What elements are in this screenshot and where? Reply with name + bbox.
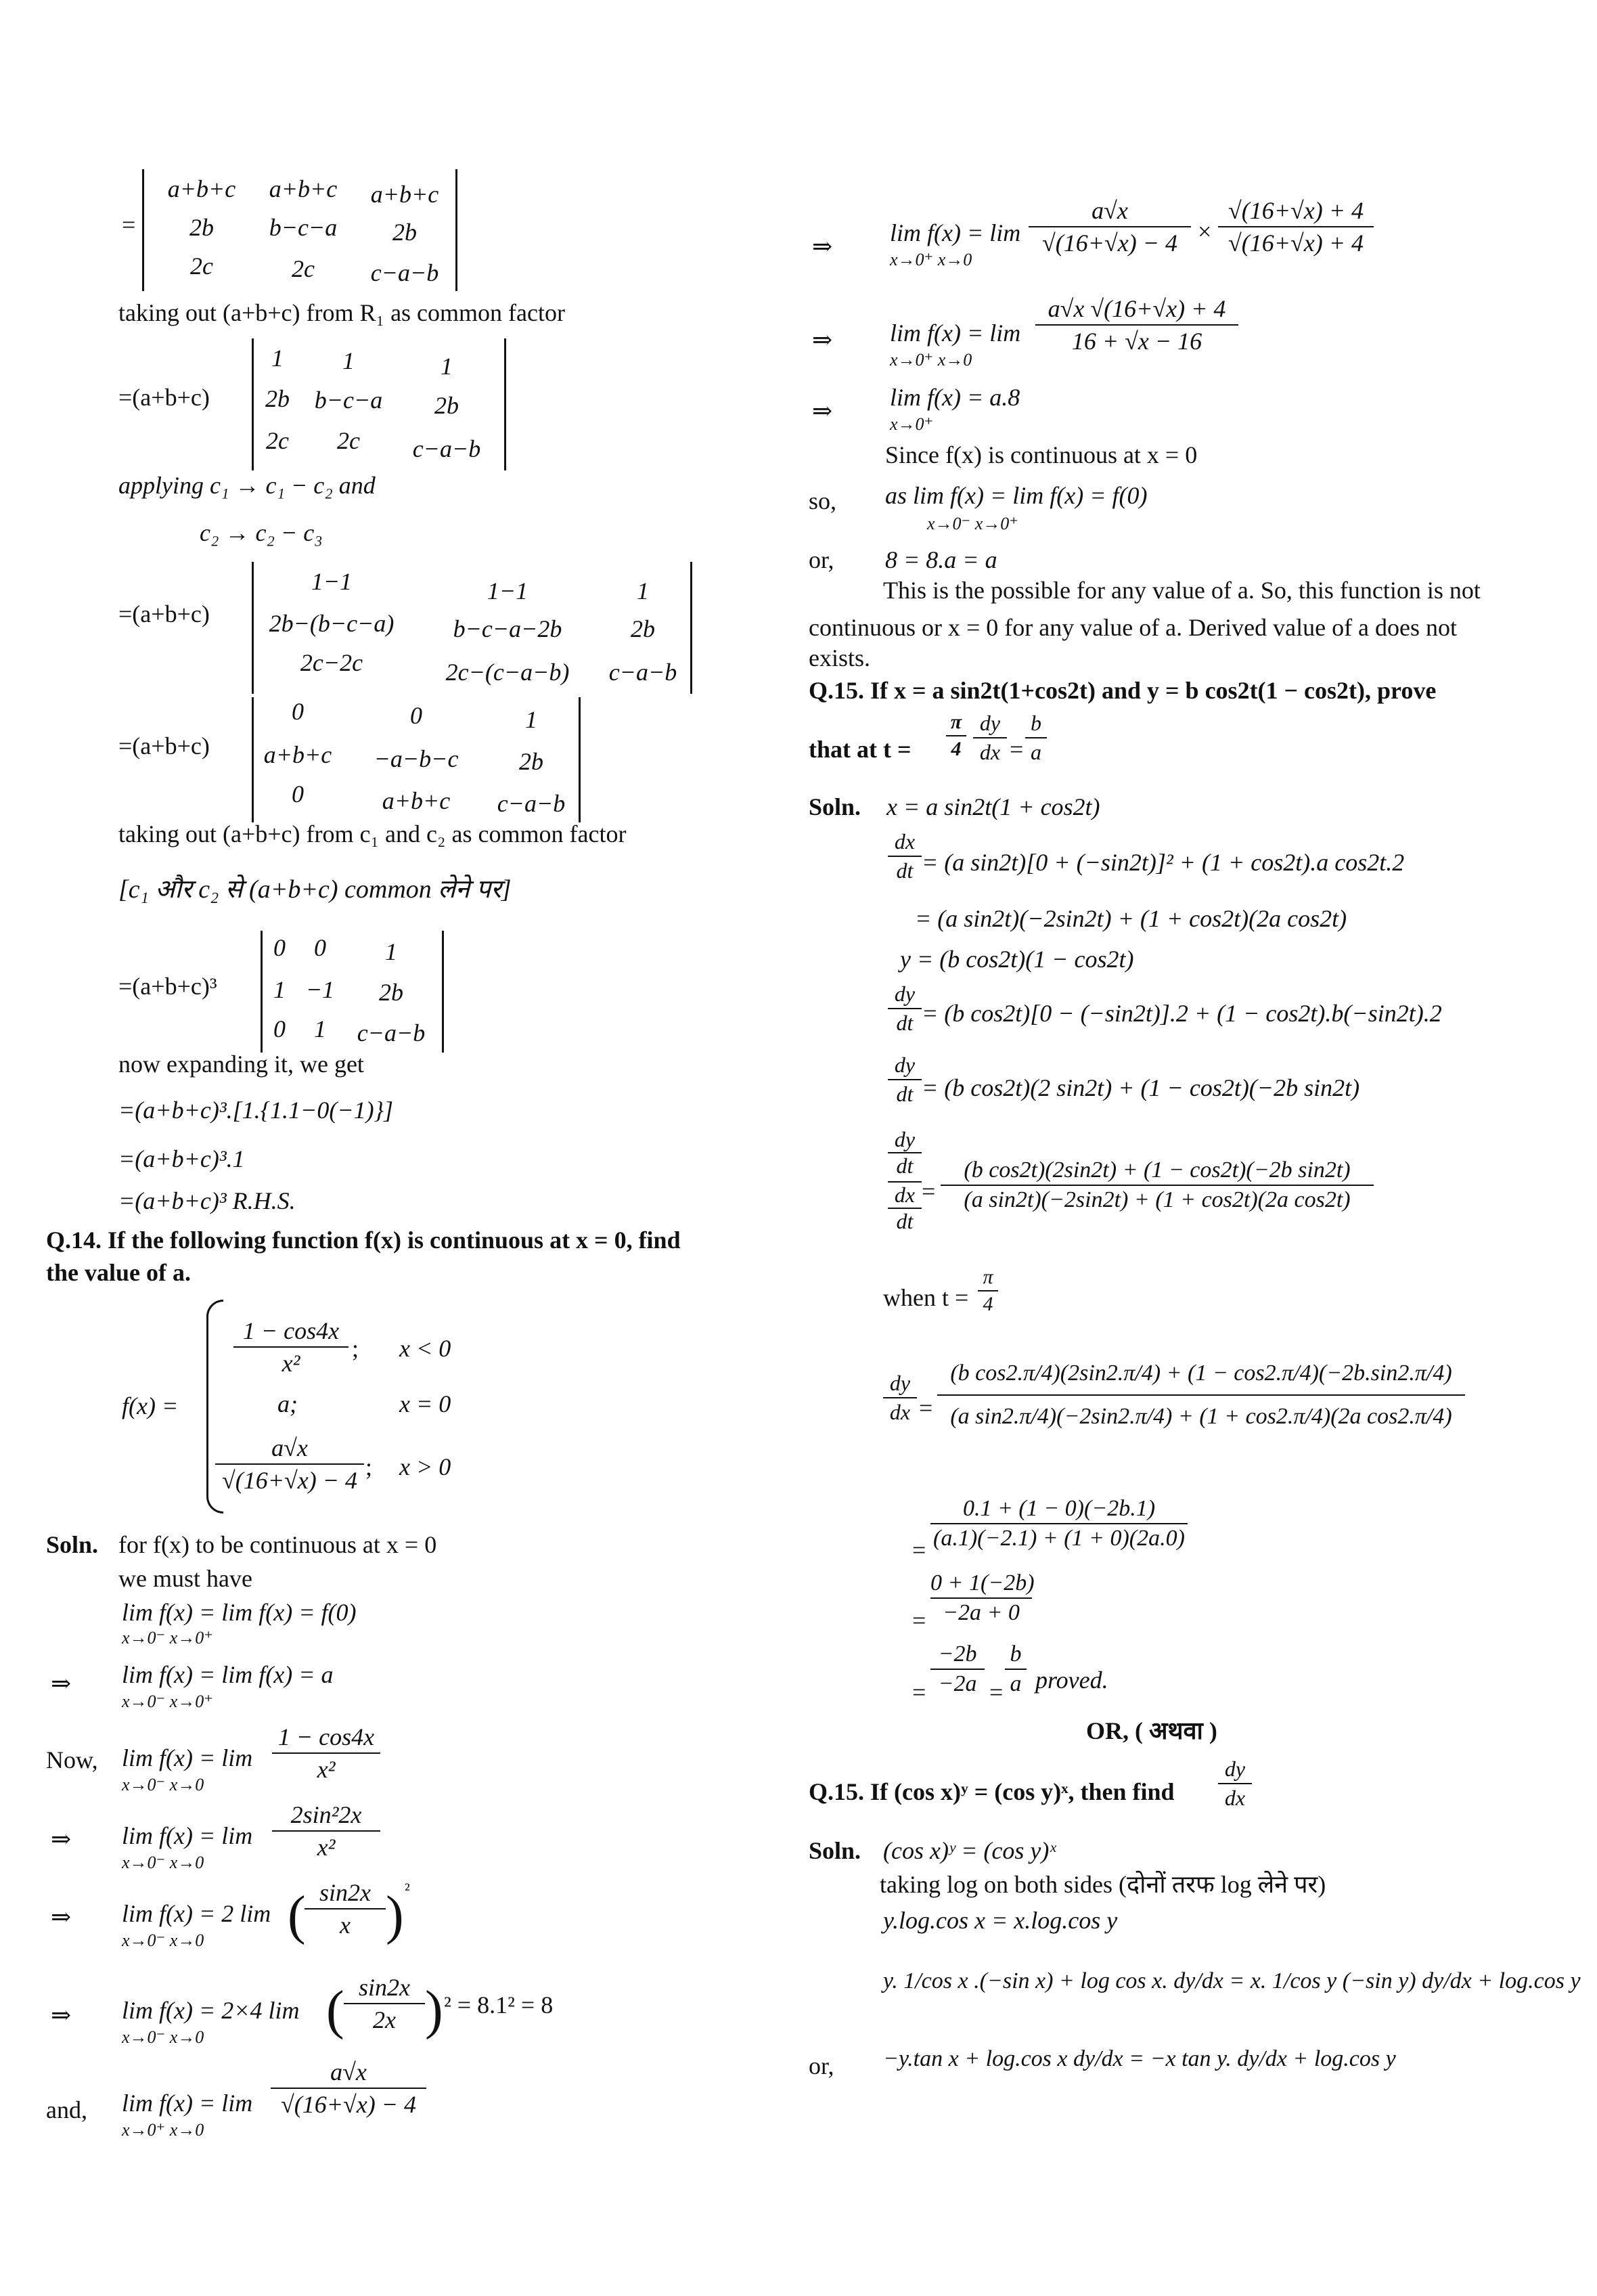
det5-cell: 1: [385, 938, 397, 965]
limit-sub: x→0⁺ x→0: [890, 250, 972, 269]
det2-cell: 1: [441, 353, 453, 380]
case-3-condition: x > 0: [399, 1453, 451, 1480]
and-label: and,: [46, 2096, 87, 2123]
numerator: b: [1031, 711, 1041, 735]
det1-cell: 2b: [189, 214, 214, 241]
fraction-bar: [883, 1397, 917, 1398]
limit-sub: x→0⁻ x→0⁺: [122, 1628, 214, 1648]
text-line: taking log on both sides (दोनों तरफ log लेने पर): [880, 1871, 1326, 1898]
det1-cell: 2c: [190, 252, 213, 280]
det3-cell: b−c−a−2b: [453, 615, 562, 642]
fraction-bar: [344, 2003, 425, 2004]
limit-line: lim f(x) = lim: [890, 319, 1021, 347]
fraction-bar: [973, 737, 1007, 738]
det4-cell: 1: [525, 706, 537, 733]
fraction: [272, 1801, 380, 1861]
limit-line: as lim f(x) = lim f(x) = f(0): [885, 482, 1148, 509]
limit-line: lim f(x) = lim f(x) = a: [122, 1661, 334, 1688]
fraction: [937, 1354, 1465, 1436]
fraction-bar: [930, 1523, 1188, 1524]
equals: =: [989, 1679, 1004, 1706]
determinant-5: [261, 931, 444, 1053]
or-label: or,: [809, 546, 834, 573]
pi-over-4: [946, 711, 966, 761]
det3-cell: 1−1: [311, 568, 353, 595]
or-label: or,: [809, 2052, 834, 2079]
numerator: (b cos2t)(2sin2t) + (1 − cos2t)(−2b sin2t): [964, 1157, 1351, 1183]
dy-dx: [973, 711, 1007, 765]
times-sign: ×: [1198, 218, 1212, 245]
denominator: √(16+√x) − 4: [280, 2091, 417, 2118]
fraction-bar: [888, 1008, 922, 1009]
fraction-bar: [1035, 324, 1238, 326]
limit-sub: x→0⁻ x→0: [122, 2027, 204, 2047]
limit-line: lim f(x) = lim: [122, 1822, 253, 1849]
det2-cell: 1: [342, 347, 355, 374]
equals: =: [1010, 736, 1024, 763]
det5-cell: 0: [273, 1015, 286, 1042]
denominator: x²: [317, 1756, 336, 1783]
det2-cell: c−a−b: [412, 435, 481, 462]
denominator: a: [1031, 740, 1041, 764]
arrow: ⇒: [51, 2002, 72, 2029]
denominator: dt: [896, 858, 914, 883]
text-line: applying c₁ → c₁ − c₂ and: [118, 472, 376, 499]
text-line: [c₁ और c₂ से (a+b+c) common लेने पर]: [118, 875, 512, 904]
result: ² = 8.1² = 8: [444, 1991, 554, 2018]
determinant-1: [142, 169, 457, 291]
denominator: √(16+√x) − 4: [221, 1467, 358, 1494]
det3-cell: 1−1: [487, 577, 528, 604]
denominator: dx: [889, 1400, 911, 1424]
limit-sub: x→0⁻ x→0⁺: [927, 514, 1019, 533]
det1-cell: 2c: [292, 255, 315, 282]
det5-cell: 0: [314, 934, 326, 961]
denominator: (a.1)(−2.1) + (1 + 0)(2a.0): [933, 1526, 1185, 1551]
limit-sub: x→0⁺ x→0: [122, 2120, 204, 2140]
det1-cell: a+b+c: [269, 175, 338, 202]
numerator: dy: [979, 711, 1001, 735]
text-line: = (a sin2t)[0 + (−sin2t)]² + (1 + cos2t).a cos2t.2: [922, 849, 1405, 876]
now-label: Now,: [46, 1746, 98, 1773]
det5-cell: −1: [305, 976, 335, 1003]
fraction: [930, 1641, 985, 1697]
det5-cell: 1: [273, 976, 286, 1003]
fraction: [930, 1496, 1188, 1551]
fraction: [1218, 196, 1374, 257]
numerator: dy: [894, 981, 916, 1006]
denominator: x: [340, 1912, 351, 1939]
exponent: ²: [405, 1880, 410, 1899]
equals-sign: =: [122, 211, 136, 238]
numerator: a√x: [1092, 197, 1128, 224]
dy-dt-over-dx-dt: [888, 1127, 922, 1234]
numerator: −2b: [938, 1641, 977, 1666]
denominator: 2x: [373, 2006, 396, 2033]
limit-sub: x→0⁻ x→0: [122, 1775, 204, 1794]
det1-cell: a+b+c: [167, 175, 236, 202]
text-line: y = (b cos2t)(1 − cos2t): [900, 946, 1134, 973]
arrow: ⇒: [51, 1826, 72, 1853]
dt: dt: [896, 1153, 914, 1178]
det2-cell: 2b: [434, 392, 459, 419]
denominator: dx: [1224, 1786, 1246, 1810]
det2-cell: b−c−a: [314, 387, 383, 414]
denominator: x²: [282, 1350, 300, 1377]
limit-line: lim f(x) = lim f(x) = f(0): [122, 1599, 357, 1626]
det3-cell: 2b: [631, 615, 655, 642]
denominator: (a sin2.π/4)(−2sin2.π/4) + (1 + cos2.π/4)(2a cos2.π/4): [950, 1404, 1452, 1429]
denominator: 4: [983, 1293, 993, 1315]
dx: dx: [894, 1183, 916, 1207]
question-15-alt: Q.15. If (cos x)ʸ = (cos y)ˣ, then find: [809, 1778, 1175, 1805]
det5-cell: 1: [314, 1015, 326, 1042]
prefix: =(a+b+c)³: [118, 973, 217, 1000]
text-line: = (b cos2t)(2 sin2t) + (1 − cos2t)(−2b sin2t): [922, 1074, 1360, 1101]
or-heading: OR, ( अथवा ): [1086, 1717, 1217, 1744]
text-line: y.log.cos x = x.log.cos y: [883, 1907, 1118, 1934]
det4-cell: −a−b−c: [374, 745, 459, 772]
case-3-fraction: [215, 1434, 364, 1495]
det3-cell: 2b−(b−c−a): [269, 610, 395, 637]
text-line: = (b cos2t)[0 − (−sin2t)].2 + (1 − cos2t).b(−sin2t).2: [922, 1000, 1442, 1027]
text-line: =(a+b+c)³.1: [118, 1145, 245, 1172]
numerator: (b cos2.π/4)(2sin2.π/4) + (1 − cos2.π/4)(−2b.sin2.π/4): [950, 1361, 1452, 1386]
fraction-bar: [305, 1908, 386, 1909]
fraction-bar: [271, 2088, 426, 2089]
text-line: = (a sin2t)(−2sin2t) + (1 + cos2t)(2a cos2t): [915, 905, 1347, 932]
question-14-cont: the value of a.: [46, 1259, 191, 1286]
arrow: ⇒: [812, 397, 833, 424]
fraction: [941, 1157, 1374, 1213]
det3-cell: 2c−2c: [300, 649, 363, 676]
fraction: [344, 1973, 425, 2034]
det4-cell: 0: [292, 780, 304, 808]
arrow: ⇒: [51, 1903, 72, 1930]
solution-label: Soln.: [809, 1837, 861, 1864]
det3-cell: c−a−b: [608, 659, 677, 686]
det5-cell: 0: [273, 934, 286, 961]
det3-cell: 2c−(c−a−b): [445, 659, 570, 686]
det5-cell: c−a−b: [357, 1019, 426, 1046]
fraction-bar: [930, 1669, 985, 1670]
proved-label: proved.: [1035, 1666, 1108, 1694]
case-2-condition: x = 0: [399, 1390, 451, 1417]
dy-dx: [1218, 1757, 1252, 1811]
limit-sub: x→0⁺ x→0: [890, 350, 972, 370]
numerator: b: [1010, 1641, 1022, 1666]
det1-cell: c−a−b: [370, 259, 439, 286]
dy-dx: [883, 1371, 917, 1425]
arrow: ⇒: [812, 233, 833, 260]
fraction-bar: [233, 1346, 348, 1348]
limit-line: lim f(x) = 2 lim: [122, 1900, 271, 1927]
question-15: Q.15. If x = a sin2t(1+cos2t) and y = b cos2t(1 − cos2t), prove: [809, 677, 1437, 704]
fraction-bar: [937, 1394, 1465, 1396]
det5-cell: 2b: [379, 979, 403, 1006]
determinant-4: [252, 697, 581, 822]
text-line: continuous or x = 0 for any value of a. Derived value of a does not: [809, 614, 1458, 641]
fraction: [272, 1723, 380, 1784]
case-1-fraction: [233, 1317, 348, 1377]
fraction-bar: [1218, 1783, 1252, 1784]
fraction-bar: [1025, 737, 1047, 738]
numerator: dy: [889, 1371, 911, 1395]
numerator: 1 − cos4x: [242, 1317, 340, 1344]
solution-label: Soln.: [46, 1531, 99, 1558]
det4-cell: 2b: [519, 748, 543, 775]
text-line: 8 = 8.a = a: [885, 546, 997, 573]
prefix: =(a+b+c): [118, 384, 210, 411]
text-line: (cos x)ʸ = (cos y)ˣ: [883, 1837, 1056, 1864]
text-line: we must have: [118, 1565, 252, 1592]
dy-dt: [888, 981, 922, 1036]
dt: dt: [896, 1209, 914, 1233]
det1-cell: 2b: [392, 219, 417, 246]
fraction: [271, 2058, 426, 2119]
dx-dt: [888, 829, 922, 883]
det4-cell: c−a−b: [497, 790, 566, 817]
limit-line: lim f(x) = lim: [122, 1744, 253, 1771]
numerator: a√x: [271, 1434, 308, 1461]
limit-line: lim f(x) = 2×4 lim: [122, 1997, 300, 2024]
fraction-bar: [272, 1830, 380, 1832]
numerator: a√x √(16+√x) + 4: [1048, 295, 1226, 322]
numerator: 1 − cos4x: [277, 1723, 375, 1750]
det3-cell: 1: [637, 577, 649, 604]
det2-cell: 2b: [265, 385, 290, 412]
numerator: dy: [894, 1053, 916, 1077]
det2-cell: 2c: [337, 427, 360, 454]
fx-label: f(x) =: [122, 1392, 179, 1419]
text-line: now expanding it, we get: [118, 1051, 364, 1078]
det4-cell: a+b+c: [382, 787, 451, 814]
limit-sub: x→0⁻ x→0: [122, 1930, 204, 1950]
numerator: dx: [894, 829, 916, 854]
det4-cell: 0: [410, 702, 422, 729]
denominator: √(16+√x) + 4: [1228, 229, 1364, 257]
limit-line: lim f(x) = a.8: [890, 384, 1020, 411]
numerator: √(16+√x) + 4: [1228, 197, 1364, 224]
text-line: This is the possible for any value of a. So, this function is not: [883, 577, 1481, 604]
fraction-bar: [930, 1597, 1032, 1599]
numerator: π: [983, 1266, 993, 1288]
determinant-3: [252, 562, 692, 694]
denominator: 16 + √x − 16: [1071, 328, 1202, 355]
fraction: [1029, 196, 1191, 257]
fraction-bar: [946, 735, 966, 736]
fraction-bar: [888, 1079, 922, 1080]
text-line: =(a+b+c)³ R.H.S.: [118, 1187, 296, 1214]
det2-cell: 2c: [266, 427, 289, 454]
question-15-cont: that at t =: [809, 736, 912, 763]
numerator: sin2x: [359, 1974, 410, 2001]
fraction-bar: [1218, 226, 1374, 227]
dy-dt: [888, 1053, 922, 1107]
text-line: =(a+b+c)³.[1.{1.1−0(−1)}]: [118, 1097, 394, 1124]
limit-line: lim f(x) = lim: [122, 2090, 253, 2117]
fraction-bar: [215, 1463, 364, 1465]
numerator: dy: [1224, 1757, 1246, 1781]
denominator: dt: [896, 1011, 914, 1035]
fraction: [1035, 294, 1238, 355]
arrow: ⇒: [51, 1670, 72, 1697]
numerator: 0 + 1(−2b): [930, 1570, 1035, 1595]
numerator: a√x: [330, 2058, 367, 2085]
denominator: (a sin2t)(−2sin2t) + (1 + cos2t)(2a cos2t): [964, 1187, 1351, 1212]
fraction: [930, 1570, 1035, 1626]
case-2: a;: [277, 1390, 298, 1417]
fraction-bar: [888, 856, 922, 857]
limit-sub: x→0⁻ x→0⁺: [122, 1692, 214, 1711]
det1-cell: b−c−a: [269, 214, 338, 241]
b-over-a: [1025, 711, 1047, 765]
dy: dy: [894, 1127, 916, 1151]
prefix: =(a+b+c): [118, 732, 210, 759]
numerator: 2sin²2x: [290, 1801, 362, 1828]
text-line: when t =: [883, 1284, 969, 1311]
limit-sub: x→0⁺: [890, 414, 934, 434]
question-14: Q.14. If the following function f(x) is continuous at x = 0, find: [46, 1227, 681, 1254]
determinant-2: [252, 338, 506, 470]
case-1-condition: x < 0: [399, 1335, 451, 1362]
solution-label: Soln.: [809, 793, 861, 820]
limit-sub: x→0⁻ x→0: [122, 1853, 204, 1872]
fraction-bar: [1005, 1669, 1027, 1670]
text-line: taking out (a+b+c) from c₁ and c₂ as common factor: [118, 820, 627, 847]
fraction-bar: [272, 1752, 380, 1754]
denominator: x²: [317, 1834, 336, 1861]
denominator: a: [1010, 1671, 1022, 1696]
fraction-bar: [978, 1290, 998, 1292]
limit-line: lim f(x) = lim: [890, 219, 1021, 246]
text-line: Since f(x) is continuous at x = 0: [885, 441, 1198, 468]
det1-cell: a+b+c: [370, 181, 439, 208]
pi-over-4: [978, 1266, 998, 1316]
text-line: for f(x) to be continuous at x = 0: [118, 1531, 437, 1558]
fraction-bar: [941, 1185, 1374, 1186]
text-line: −y.tan x + log.cos x dy/dx = −x tan y. dy/dx + log.cos y: [883, 2046, 1396, 2071]
det4-cell: a+b+c: [263, 741, 332, 768]
det2-cell: 1: [271, 345, 284, 372]
text-line: y. 1/cos x .(−sin x) + log cos x. dy/dx = x. 1/cos y (−sin y) dy/dx + log.cos y: [883, 1968, 1581, 1993]
text-line: exists.: [809, 644, 871, 671]
numerator: 0.1 + (1 − 0)(−2b.1): [962, 1496, 1156, 1521]
numerator: sin2x: [319, 1879, 371, 1906]
prefix: =(a+b+c): [118, 600, 210, 627]
denominator: −2a: [938, 1671, 977, 1696]
text-line: c₂ → c₂ − c₃: [200, 519, 323, 546]
denominator: 4: [951, 738, 962, 760]
denominator: dt: [896, 1082, 914, 1106]
denominator: dx: [979, 740, 1001, 764]
fraction-bar: [1029, 226, 1191, 227]
denominator: −2a + 0: [943, 1600, 1020, 1625]
denominator: √(16+√x) − 4: [1041, 229, 1178, 257]
so-label: so,: [809, 487, 837, 514]
numerator: π: [950, 711, 962, 733]
fraction: [305, 1878, 386, 1939]
text-line: x = a sin2t(1 + cos2t): [886, 793, 1100, 820]
arrow: ⇒: [812, 326, 833, 353]
fraction: [1005, 1641, 1027, 1697]
page: = a+b+c a+b+c a+b+c 2b b−c−a 2b 2c 2c c−a−b taking out (a+b+c) from R₁ as common factor =(a+b+c) 1 1 1 2b b−c−a 2b 2c 2c c−a−b applying c₁ → c₁ − c₂ and c₂ → c₂ − c₃ =(a+b+c) 1−1 1−1 1 2b−(b−c−a) b−c−a−2b 2b 2c−2c 2c−(c−a−b) c−a−b =(a+b+c) 0 0 1 a+b+c −a−b−c 2b 0 a+b+c c−a−b taking out (a+b+c) from c₁ and c₂ as common factor [c₁ और c₂ से (a+b+c) common लेने पर] =(a+b+c)³ 0 0 1 1 −1 2b 0 1 c−a−b now expanding it, we get =(a+b+c)³.[1.{1.1−0(−1)}] =(a+b+c)³.1 =(a+b+c)³ R.H.S. Q.14. If the following function f(x) is continuous at x = 0, find the value of a. f(x) = 1 − cos4x x² ; x < 0 a; x = 0 a√x √(16+√x) − 4 ; x > 0 Soln. for f(x) to be continuous at x = 0 we must have lim f(x) = lim f(x) = f(0) x→0⁻ x→0⁺ ⇒ lim f(x) = lim f(x) = a x→0⁻ x→0⁺ Now, lim f(x) = lim x→0⁻ x→0 1 − cos4x x² ⇒ lim f(x) = lim x→0⁻ x→0 2sin²2x x² ⇒ lim f(x) = 2 lim x→0⁻ x→0 ( sin2x x ) ² ⇒ lim f(x) = 2×4 lim x→0⁻ x→0 ( sin2x 2x ) ² = 8.1² = 8 and, lim f(x) = lim x→0⁺ x→0 a√x √(16+√x) − 4 ⇒ lim f(x) = lim x→0⁺ x→0 a√x √(16+√x) − 4 × √(16+√x) + 4 √(16+√x) + 4 ⇒ lim f(x) = lim x→0⁺ x→0 a√x √(16+√x) + 4 16 + √x − 16 ⇒ lim f(x) = a.8 x→0⁺ Since f(x) is continuous at x = 0 so, as lim f(x) = lim f(x) = f(0) x→0⁻ x→0⁺ or, 8 = 8.a = a This is the possible for any value of a. So, this function is not continuous or x = 0 for any value of a. Derived value of a does not exists. Q.15. If x = a sin2t(1+cos2t) and y = b cos2t(1 − cos2t), prove that at t = π 4 dy dx = b a Soln. x = a sin2t(1 + cos2t) dx dt = (a sin2t)[0 + (−sin2t)]² + (1 + cos2t).a cos2t.2 = (a sin2t)(−2sin2t) + (1 + cos2t)(2a cos2t) y = (b cos2t)(1 − cos2t) dy dt = (b cos2t)[0 − (−sin2t)].2 + (1 − cos2t).b(−sin2t).2 dy dt = (b cos2t)(2 sin2t) + (1 − cos2t)(−2b sin2t) dy dt dx dt = (b cos2t)(2sin2t) + (1 − cos2t)(−2b sin2t) (a sin2t)(−2sin2t) + (1 + cos2t)(2a cos2t) when t = π 4 dy dx = (b cos2.π/4)(2sin2.π/4) + (1 − cos2.π/4)(−2b.sin2.π/4) (a sin2.π/4)(−2sin2.π/4) + (1 + cos2.π/4)(2a cos2.π/4) = 0.1 + (1 − 0)(−2b.1) (a.1)(−2.1) + (1 + 0)(2a.0) = 0 + 1(−2b) −2a + 0 = −2b −2a = b a proved. OR, ( अथवा ) Q.15. If (cos x)ʸ = (cos y)ˣ, then find dy dx Soln. (cos x)ʸ = (cos y)ˣ taking log on both sides (दोनों तरफ log लेने पर) y.log.cos x = x.log.cos y y. 1/cos x .(−sin x) + log cos x. dy/dx = x. 1/cos y (−sin y) dy/dx + log.cos y or, −y.tan x + log.cos x dy/dx = −x tan y. dy/dx + log.cos y: [0, 0, 1597, 2296]
text-line: taking out (a+b+c) from R₁ as common factor: [118, 299, 565, 326]
det4-cell: 0: [292, 698, 304, 725]
